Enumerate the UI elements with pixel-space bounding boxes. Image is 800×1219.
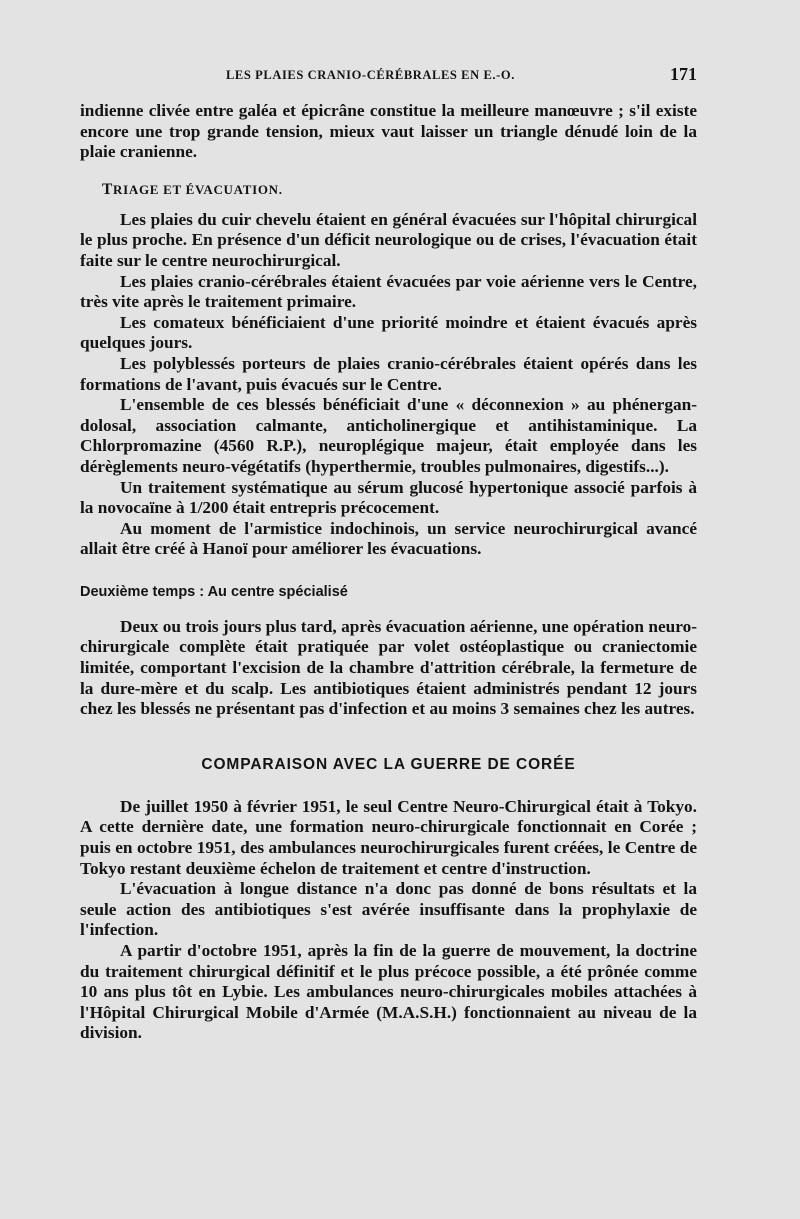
- heading-initial: T: [102, 180, 114, 198]
- running-title: LES PLAIES CRANIO-CÉRÉBRALES EN E.-O.: [226, 68, 515, 82]
- paragraph: Un traitement systématique au sérum glucosé hypertonique associé parfois à la novocaïne à 1/200 était entrepris précocement.: [80, 477, 697, 518]
- paragraph: Deux ou trois jours plus tard, après évacuation aérienne, une opération neuro-chirurgicale complète était pratiquée par volet ostéoplastique ou craniectomie limitée, comportant l'excision de la chambre d'attrition cérébrale, la fermeture de la dure-mère et du scalp. Les antibiotiques étaient administrés pendant 12 jours chez les blessés ne présentant pas d'infection et au moins 3 semaines chez les autres.: [80, 616, 697, 719]
- section-heading-triage: [102, 181, 697, 199]
- paragraph: L'évacuation à longue distance n'a donc pas donné de bons résultats et la seule action des antibiotiques s'est avérée insuffisante dans la prophylaxie de l'infection.: [80, 879, 697, 940]
- paragraph: L'ensemble de ces blessés bénéficiait d'une « déconnexion » au phénergan-dolosal, association calmante, anticholinergique et antihistaminique. La Chlorpromazine (4560 R.P.), neuroplégique majeur, était employée dans les dérèglements neuro-végétatifs (hyperthermie, troubles pulmonaires, digestifs...).: [80, 395, 697, 476]
- running-head: [80, 64, 697, 88]
- subheading: Deuxième temps : Au centre spécialisé: [80, 583, 348, 600]
- paragraph: A partir d'octobre 1951, après la fin de la guerre de mouvement, la doctrine du traitement chirurgical définitif et le plus précoce possible, a été prônée comme 10 ans plus tôt en Lybie. Les ambulances neuro-chirurgicales mobiles attachées à l'Hôpital Chirurgical Mobile d'Armée (M.A.S.H.) fonctionnaient au niveau de la division.: [80, 941, 697, 1043]
- paragraph: Les plaies du cuir chevelu étaient en général évacuées sur l'hôpital chirurgical le plus proche. En présence d'un déficit neurologique ou de crises, l'évacuation était faite sur le centre neurochirurgical.: [80, 209, 697, 270]
- paragraph: Les plaies cranio-cérébrales étaient évacuées par voie aérienne vers le Centre, très vite après le traitement primaire.: [80, 271, 697, 312]
- paragraph: Au moment de l'armistice indochinois, un service neurochirurgical avancé allait être créé à Hanoï pour améliorer les évacuations.: [80, 518, 697, 559]
- paragraph: indienne clivée entre galéa et épicrâne constitue la meilleure manœuvre ; s'il existe encore une trop grande tension, mieux vaut laisser un triangle dénudé loin de la plaie cranienne.: [80, 101, 697, 162]
- paragraph: Les polyblessés porteurs de plaies cranio-cérébrales étaient opérés dans les formations de l'avant, puis évacués sur le Centre.: [80, 353, 697, 394]
- heading-rest: RIAGE ET ÉVACUATION.: [113, 181, 283, 197]
- page-number: 171: [670, 64, 697, 84]
- section-heading-major: COMPARAISON AVEC LA GUERRE DE CORÉE: [201, 755, 576, 773]
- body-text: [80, 101, 697, 1044]
- paragraph: De juillet 1950 à février 1951, le seul Centre Neuro-Chirurgical était à Tokyo. A cette dernière date, une formation neuro-chirurgicale fonctionnait en Corée ; puis en octobre 1951, des ambulances neurochirurgicales furent créées, le Centre de Tokyo restant deuxième échelon de traitement et centre d'instruction.: [80, 796, 697, 878]
- paragraph: Les comateux bénéficiaient d'une priorité moindre et étaient évacués après quelques jours.: [80, 312, 697, 353]
